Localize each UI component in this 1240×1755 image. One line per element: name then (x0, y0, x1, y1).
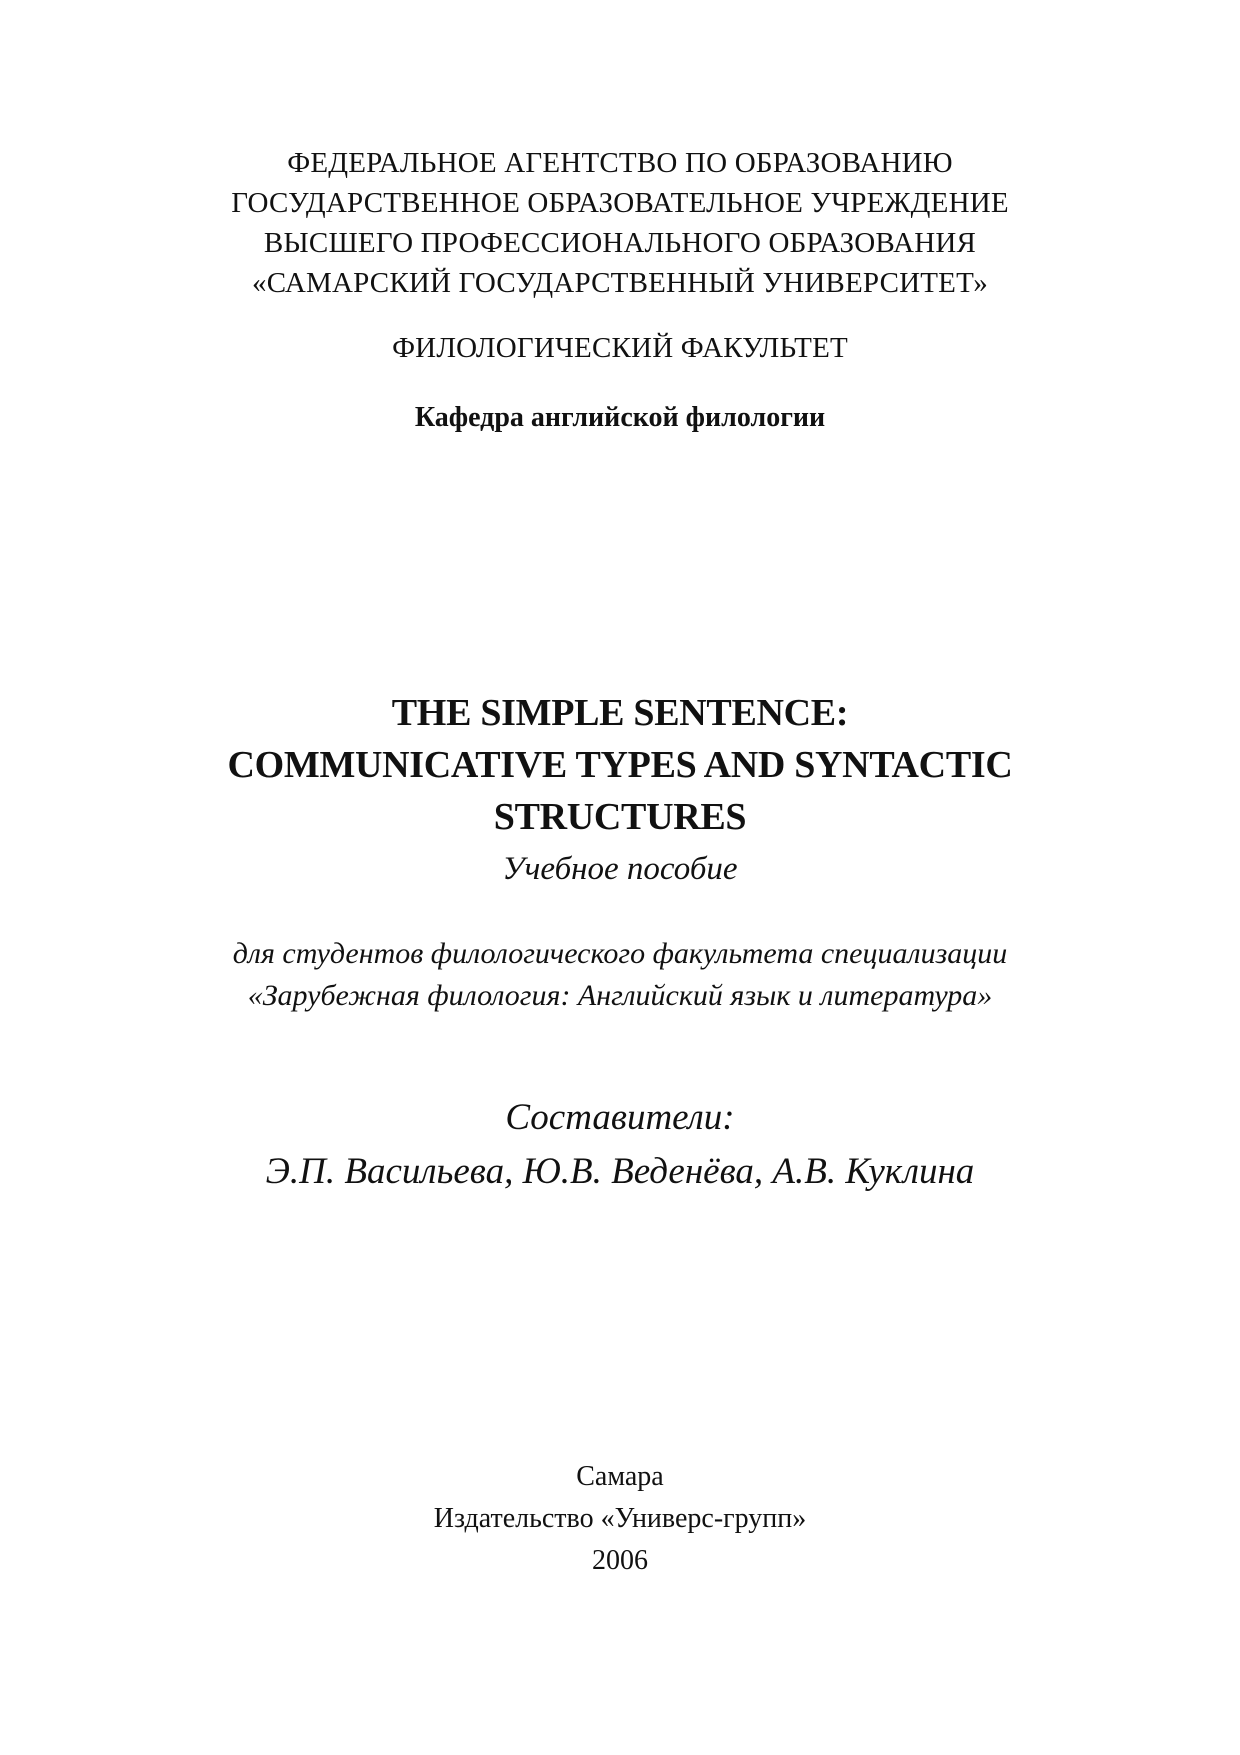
header-line-institution: ГОСУДАРСТВЕННОЕ ОБРАЗОВАТЕЛЬНОЕ УЧРЕЖДЕНИЕ (231, 187, 1009, 219)
book-title-line-3: STRUCTURES (493, 796, 747, 838)
compilers-names: Э.П. Васильева, Ю.В. Веденёва, А.В. Куклина (265, 1151, 975, 1192)
book-title-line-1: THE SIMPLE SENTENCE: (391, 692, 849, 734)
audience-line-1: для студентов филологического факультета специализации (232, 937, 1008, 970)
header-line-education-level: ВЫСШЕГО ПРОФЕССИОНАЛЬНОГО ОБРАЗОВАНИЯ (263, 227, 977, 259)
compilers-label: Составители: (505, 1097, 735, 1138)
imprint-year: 2006 (592, 1545, 648, 1576)
header-line-university: «САМАРСКИЙ ГОСУДАРСТВЕННЫЙ УНИВЕРСИТЕТ» (252, 267, 988, 299)
audience-line-2: «Зарубежная филология: Английский язык и литература» (247, 979, 993, 1012)
book-subtitle: Учебное пособие (502, 851, 738, 887)
faculty-name: ФИЛОЛОГИЧЕСКИЙ ФАКУЛЬТЕТ (392, 332, 848, 364)
book-title-line-2: COMMUNICATIVE TYPES AND SYNTACTIC (227, 744, 1013, 786)
imprint-city: Самара (576, 1461, 664, 1492)
department-name: Кафедра английской филологии (414, 402, 826, 433)
imprint-publisher: Издательство «Универс-групп» (433, 1503, 807, 1534)
header-line-agency: ФЕДЕРАЛЬНОЕ АГЕНТСТВО ПО ОБРАЗОВАНИЮ (287, 147, 953, 179)
